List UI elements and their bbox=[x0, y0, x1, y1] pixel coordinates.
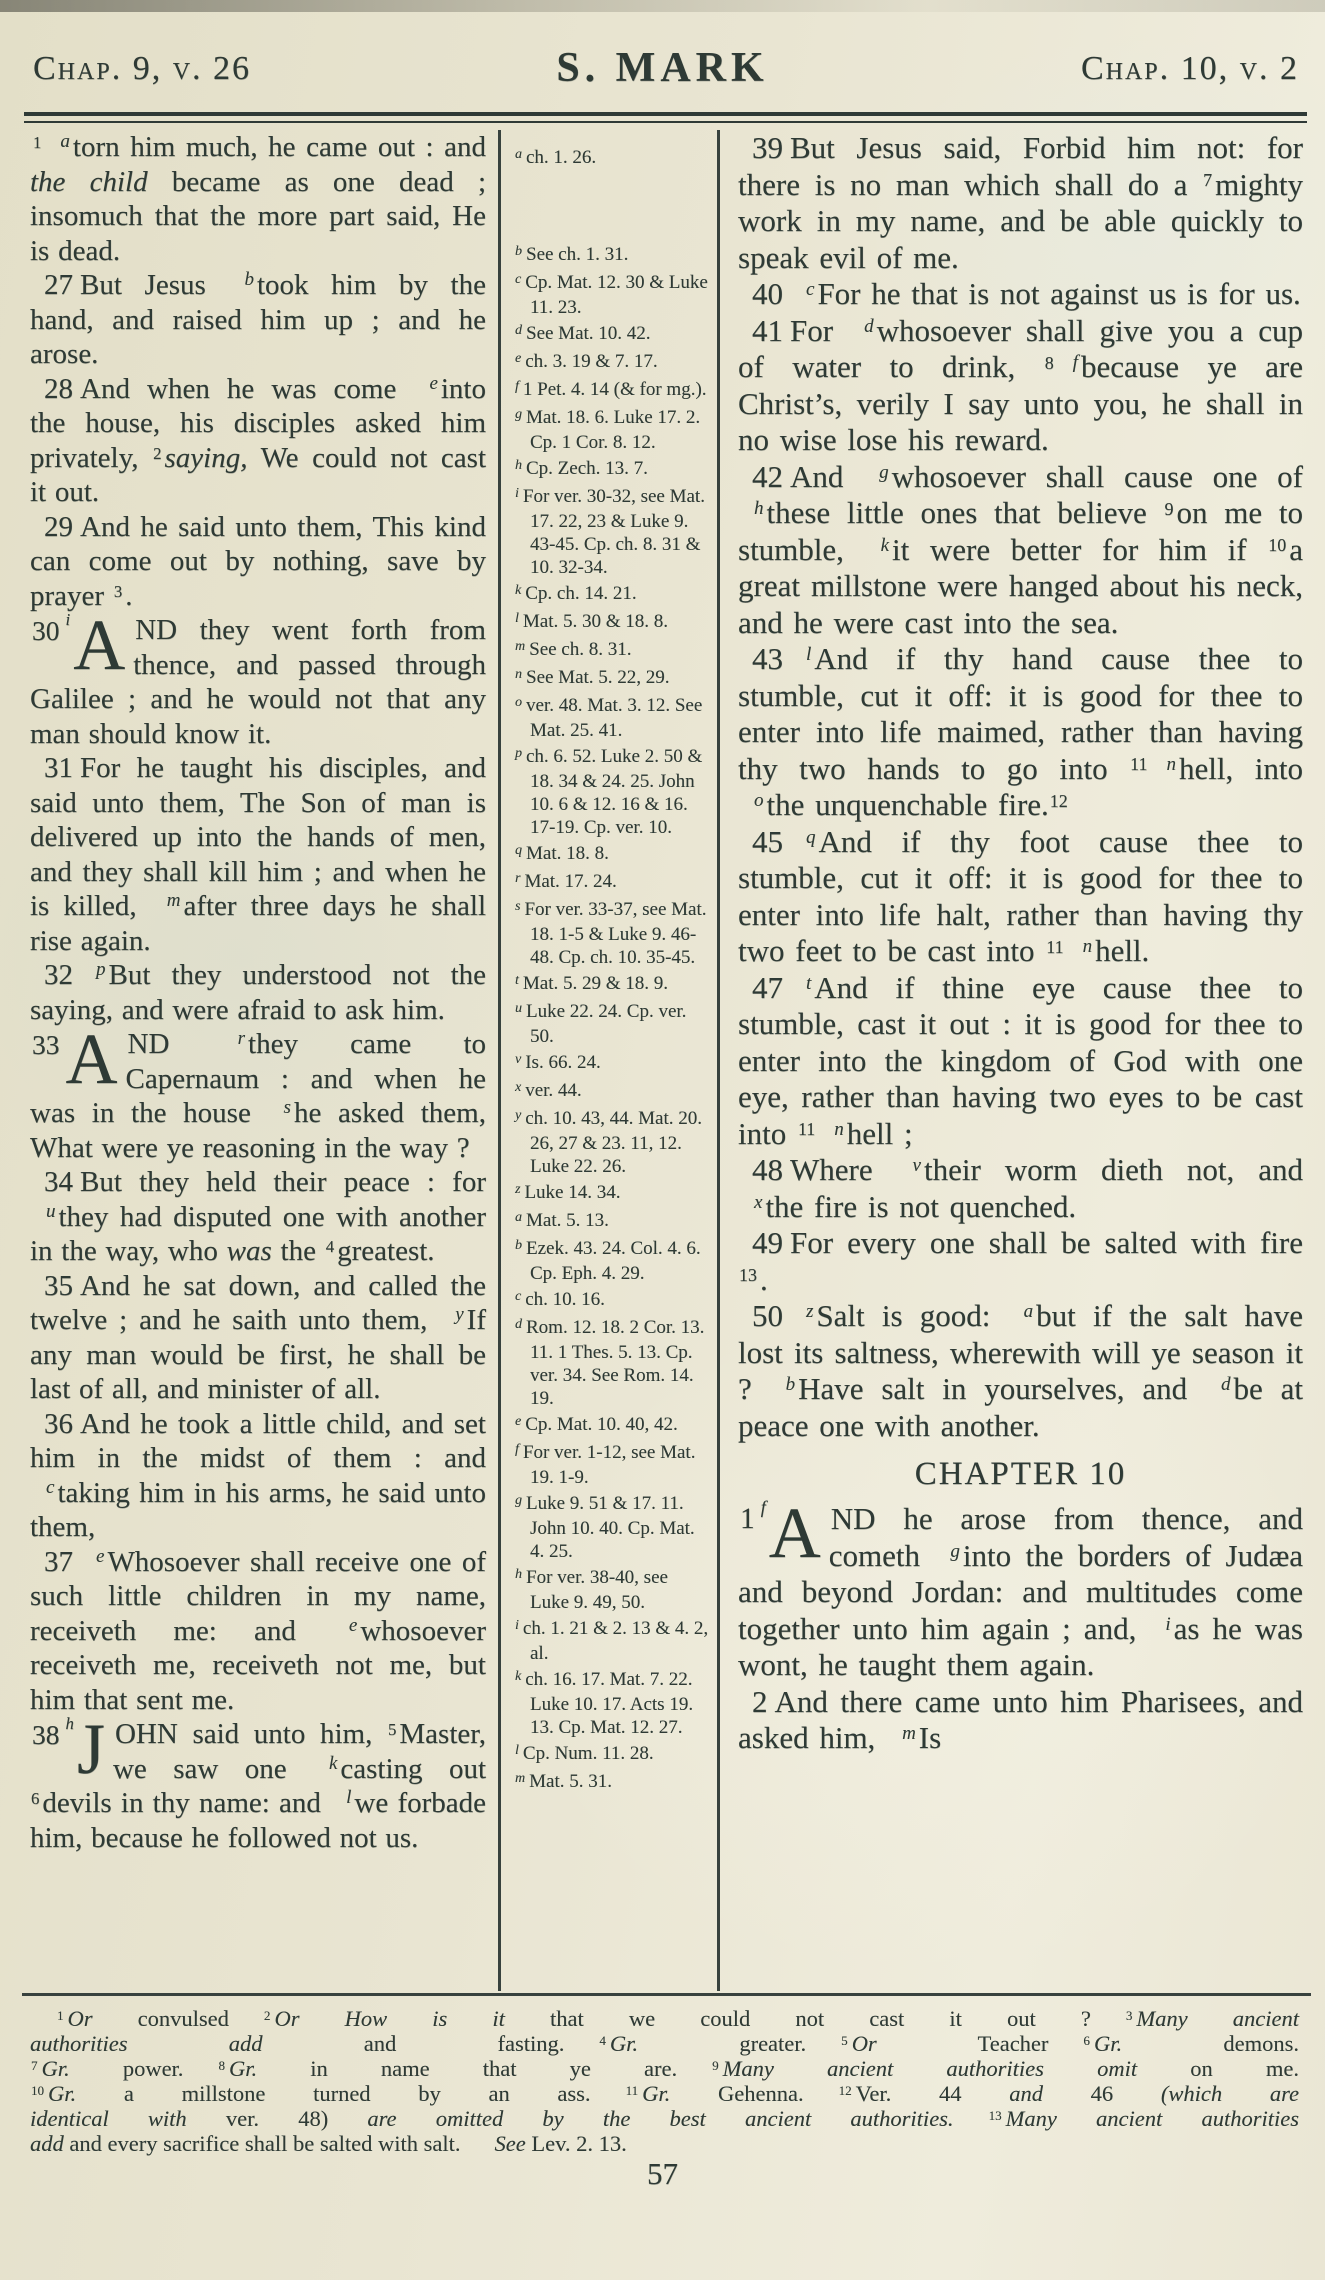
reference-marker: c bbox=[806, 279, 815, 301]
italic-text: Many ancient authorities bbox=[1005, 2106, 1299, 2131]
reference-marker: h bbox=[754, 498, 764, 520]
footnote-marker: 4 bbox=[599, 2033, 606, 2049]
reference-letter: a bbox=[515, 147, 522, 162]
cross-reference: $^n$ See Mat. 5. 22, 29. bbox=[515, 667, 670, 688]
verse-40: 40 $^c$For he that is not against us is for us. bbox=[752, 276, 1301, 311]
footnote-marker: 12 bbox=[1049, 790, 1068, 811]
cross-reference: $^v$ Is. 66. 24. bbox=[515, 1052, 601, 1073]
italic-text: Gr. bbox=[48, 2081, 77, 2106]
reference-marker: n bbox=[1166, 753, 1176, 775]
cross-reference: $^k$ ch. 16. 17. Mat. 7. 22. Luke 10. 17. Acts 19. 13. Cp. Mat. 12. 27. bbox=[515, 1669, 694, 1738]
reference-marker: e bbox=[96, 1545, 105, 1567]
cross-reference: $^p$ ch. 6. 52. Luke 2. 50 & 18. 34 & 24. 25. John 10. 6 & 12. 16 & 16. 17-19. Cp. ver. 10. bbox=[515, 746, 703, 838]
reference-marker: d bbox=[1221, 1374, 1231, 1396]
footnote-line: $^1$ Or convulsed $^2$ Or How is it that we could not cast it out ? $^3$ Many ancient bbox=[57, 2006, 1299, 2031]
verse-number: 34 bbox=[44, 1166, 73, 1198]
cross-references-column bbox=[498, 130, 720, 1991]
verse-number: 35 bbox=[44, 1269, 73, 1302]
cross-reference: $^x$ ver. 44. bbox=[515, 1080, 582, 1101]
cross-reference: $^d$ Rom. 12. 18. 2 Cor. 13. 11. 1 Thes. 5. 13. Cp. ver. 34. See Rom. 14. 19. bbox=[515, 1317, 705, 1409]
verse-number: 30 bbox=[32, 615, 60, 646]
reference-marker: g bbox=[950, 1540, 960, 1562]
reference-marker: b bbox=[785, 1374, 796, 1396]
footnote-marker: 11 bbox=[797, 1119, 816, 1140]
cross-reference: $^r$ Mat. 17. 24. bbox=[515, 871, 617, 892]
reference-marker: a bbox=[1023, 1301, 1034, 1323]
cross-reference: $^b$ See ch. 1. 31. bbox=[515, 244, 629, 265]
footnote-line: identical with ver. 48) are omitted by the best ancient authorities. $^{13}$ Many ancient authorities bbox=[30, 2106, 1299, 2131]
footnote-line: $^{10}$ Gr. a millstone turned by an ass. $^{11}$ Gr. Gehenna. $^{12}$ Ver. 44 and 46 (which are bbox=[31, 2081, 1300, 2106]
text-columns bbox=[30, 130, 1303, 1991]
footnote-marker: 3 bbox=[113, 581, 123, 601]
cross-reference: $^d$ See Mat. 10. 42. bbox=[515, 323, 651, 344]
reference-letter: h bbox=[515, 458, 522, 473]
reference-marker: f bbox=[1072, 352, 1078, 374]
footnote-marker: 1 bbox=[57, 2008, 64, 2024]
cross-reference: $^h$ For ver. 38-40, see Luke 9. 49, 50. bbox=[515, 1567, 668, 1613]
footnote-marker: 7 bbox=[1203, 170, 1213, 191]
italic-text: Many ancient authorities omit bbox=[722, 2056, 1138, 2081]
footnote-marker: 13 bbox=[988, 2108, 1002, 2124]
italic-text: Or bbox=[67, 2006, 93, 2031]
cross-reference: $^a$ Mat. 5. 13. bbox=[515, 1210, 609, 1231]
verse-number: 48 bbox=[752, 1152, 783, 1187]
footnote-line: add and every sacrifice shall be salted with salt. See Lev. 2. 13. bbox=[30, 2131, 627, 2156]
drop-cap-letter: J bbox=[76, 1709, 105, 1789]
drop-cap bbox=[30, 605, 126, 685]
verse-42: 42 And $^g$whosoever shall cause one of $^h$these little ones that believe $^9$on me to stumble, $^k$it were better for him if $^{10}$a great millstone were hanged about his neck, and he were cast into the sea. bbox=[738, 458, 1303, 640]
verse-39: 39 But Jesus said, Forbid him not: for there is no man which shall do a $^7$mighty work in my name, and be able quickly to speak evil of me. bbox=[738, 130, 1303, 275]
running-head-left: Chap. 9, v. 26 bbox=[33, 50, 252, 87]
cross-reference: $^s$ For ver. 33-37, see Mat. 18. 1-5 & Luke 9. 46-48. Cp. ch. 10. 35-45. bbox=[515, 899, 707, 968]
verse-43: 43 $^l$And if thy hand cause thee to stumble, cut it off: it is good for thee to enter into life maimed, rather than having thy two hands to go into $^{11}$ $^n$hell, into $^o$the unquenchable fire.$^{12}$ bbox=[738, 641, 1303, 822]
reference-letter: f bbox=[515, 379, 519, 394]
reference-letter: k bbox=[515, 1669, 522, 1684]
reference-letter: h bbox=[515, 1567, 522, 1582]
verse-50: 50 $^z$Salt is good: $^a$but if the salt have lost its saltness, wherewith will ye season it ? $^b$Have salt in yourselves, and $^d$be at peace one with another. bbox=[738, 1298, 1303, 1443]
verse-45: 45 $^q$And if thy foot cause thee to stumble, cut it off: it is good for thee to enter into life halt, rather than having thy two feet to be cast into $^{11}$ $^n$hell. bbox=[738, 823, 1303, 968]
footnote-marker: 13 bbox=[739, 1265, 757, 1286]
cross-reference: $^q$ Mat. 18. 8. bbox=[515, 843, 609, 864]
left-column bbox=[30, 130, 498, 1991]
verse-number: 43 bbox=[752, 641, 783, 676]
italic-text: Gr. bbox=[1093, 2031, 1123, 2056]
reference-letter: r bbox=[515, 871, 521, 886]
reference-marker: s bbox=[283, 1097, 291, 1119]
reference-marker: k bbox=[328, 1752, 338, 1774]
reference-marker: l bbox=[346, 1787, 352, 1809]
reference-marker: h bbox=[65, 1714, 74, 1733]
reference-marker: e bbox=[348, 1614, 358, 1636]
cross-reference: $^l$ Cp. Num. 11. 28. bbox=[515, 1743, 654, 1764]
reference-marker: u bbox=[46, 1200, 56, 1222]
cross-reference: $^f$ 1 Pet. 4. 14 (& for mg.). bbox=[515, 379, 707, 400]
verse-31: 31 For he taught his disciples, and said unto them, The Son of man is delivered up into the hands of men, and they shall kill him ; and when he is killed, $^m$ after three days he shall rise again. bbox=[30, 752, 487, 957]
italic-text: Many ancient bbox=[1136, 2006, 1299, 2031]
right-column bbox=[720, 130, 1303, 1991]
reference-letter: l bbox=[515, 611, 519, 626]
reference-letter: x bbox=[515, 1080, 522, 1095]
reference-marker: m bbox=[166, 890, 181, 912]
reference-letter: b bbox=[515, 244, 522, 259]
chapter-heading: CHAPTER 10 bbox=[914, 1456, 1127, 1492]
footnote-rule bbox=[22, 1993, 1311, 1996]
reference-letter: v bbox=[515, 1052, 522, 1067]
cross-reference: $^t$ Mat. 5. 29 & 18. 9. bbox=[515, 973, 669, 994]
footnote-marker: 11 bbox=[1130, 754, 1148, 775]
footnote-marker: 8 bbox=[218, 2058, 225, 2074]
cross-reference: $^e$ ch. 3. 19 & 7. 17. bbox=[515, 351, 658, 372]
reference-letter: n bbox=[515, 667, 522, 682]
footnote-line: $^7$ Gr. power. $^8$ Gr. in name that ye are. $^9$ Many ancient authorities omit on me. bbox=[31, 2056, 1299, 2081]
verse-number: 47 bbox=[752, 969, 783, 1005]
reference-letter: b bbox=[515, 1238, 522, 1253]
drop-cap-letter: A bbox=[65, 1019, 118, 1099]
verse-continuation: $^1$ $^a$ torn him much, he came out : and the child became as one dead ; insomuch that the more part said, He is dead. bbox=[30, 131, 487, 267]
reference-letter: f bbox=[515, 1442, 519, 1457]
reference-letter: z bbox=[515, 1182, 521, 1197]
verse-number: 32 bbox=[44, 959, 73, 991]
reference-marker: q bbox=[806, 826, 816, 848]
italic-text: Or How is it bbox=[274, 2006, 505, 2031]
verse-number: 27 bbox=[44, 269, 73, 301]
reference-letter: m bbox=[515, 639, 526, 654]
reference-letter: g bbox=[515, 407, 522, 422]
verse-30: 30 $^i$A ND they went forth from thence, and passed through Galilee ; and he would not that any man should know it. bbox=[30, 605, 486, 750]
footnote-marker: 9 bbox=[1164, 498, 1174, 519]
reference-marker: t bbox=[806, 972, 812, 994]
verse-36: 36 And he took a little child, and set him in the midst of them : and $^c$ taking him in his arms, he said unto them, bbox=[30, 1407, 486, 1543]
footnote-marker: 12 bbox=[838, 2083, 852, 2099]
reference-letter: d bbox=[515, 1317, 522, 1332]
footnote-marker: 5 bbox=[387, 1720, 397, 1740]
verse-number: 33 bbox=[32, 1029, 60, 1060]
verse-35: 35 And he sat down, and called the twelve ; and he saith unto them, $^y$ If any man would be first, he shall be last of all, and minister of all. bbox=[30, 1269, 486, 1405]
cross-reference: $^y$ ch. 10. 43, 44. Mat. 20. 26, 27 & 23. 11, 12. Luke 22. 26. bbox=[515, 1108, 703, 1177]
reference-marker: e bbox=[429, 372, 438, 394]
reference-marker: k bbox=[880, 534, 890, 556]
reference-marker: y bbox=[455, 1304, 464, 1326]
footnote-line: authorities add and fasting. $^4$ Gr. greater. $^5$ Or Teacher $^6$ Gr. demons. bbox=[30, 2031, 1299, 2056]
verse-number: 31 bbox=[44, 752, 73, 784]
verse-number: 2 bbox=[752, 1683, 768, 1719]
footnote-marker: 11 bbox=[1046, 936, 1064, 957]
cross-reference: $^u$ Luke 22. 24. Cp. ver. 50. bbox=[515, 1001, 687, 1047]
italic-text: (which are bbox=[1160, 2081, 1300, 2106]
verse-34: 34 But they held their peace : for $^u$ they had disputed one with another in the way, who was the $^4$ greatest. bbox=[30, 1166, 486, 1267]
italic-text: the child bbox=[30, 165, 148, 198]
footnote-marker: 11 bbox=[625, 2083, 639, 2099]
reference-letter: a bbox=[515, 1210, 522, 1225]
cross-reference: $^i$ ch. 1. 21 & 2. 13 & 4. 2, al. bbox=[515, 1618, 709, 1664]
verse-1: 1 $^f$A ND he arose from thence, and cometh $^g$into the borders of Judæa and beyond Jordan: and multitudes come together unto him again ; and, $^i$as he was wont, he taught them again. bbox=[738, 1493, 1304, 1682]
reference-marker: m bbox=[902, 1723, 916, 1745]
verse-number: 40 bbox=[752, 276, 783, 311]
verse-number: 42 bbox=[752, 458, 783, 494]
reference-letter: i bbox=[515, 1618, 519, 1633]
cross-reference: $^c$ Cp. Mat. 12. 30 & Luke 11. 23. bbox=[515, 272, 708, 318]
reference-letter: m bbox=[515, 1771, 526, 1786]
reference-marker: i bbox=[1165, 1613, 1171, 1635]
reference-marker: p bbox=[96, 959, 106, 981]
reference-letter: y bbox=[515, 1108, 522, 1123]
cross-reference: $^g$ Mat. 18. 6. Luke 17. 2. Cp. 1 Cor. 8. 12. bbox=[515, 407, 701, 453]
reference-marker: v bbox=[912, 1155, 921, 1177]
cross-reference: $^k$ Cp. ch. 14. 21. bbox=[515, 583, 637, 604]
drop-cap bbox=[30, 1709, 105, 1789]
verse-number: 36 bbox=[44, 1407, 73, 1440]
reference-letter: e bbox=[515, 351, 522, 366]
footnote-marker: 9 bbox=[712, 2058, 719, 2074]
reference-marker: n bbox=[1082, 936, 1093, 958]
cross-reference: $^a$ ch. 1. 26. bbox=[515, 147, 597, 168]
italic-text: are omitted by the best ancient authorities. bbox=[367, 2106, 954, 2131]
reference-letter: k bbox=[515, 583, 522, 598]
italic-text: See bbox=[494, 2131, 526, 2156]
verse-49: 49 For every one shall be salted with fire $^{13}$. bbox=[739, 1225, 1303, 1297]
cross-reference: $^g$ Luke 9. 51 & 17. 11. John 10. 40. Cp. Mat. 4. 25. bbox=[515, 1493, 695, 1562]
drop-cap-letter: A bbox=[73, 605, 126, 685]
reference-letter: u bbox=[515, 1001, 522, 1016]
cross-reference: $^e$ Cp. Mat. 10. 40, 42. bbox=[515, 1414, 678, 1435]
verse-47: 47 $^t$And if thine eye cause thee to stumble, cast it out : it is good for thee to enter into the kingdom of God with one eye, rather than having two eyes to be cast into $^{11}$ $^n$hell ; bbox=[738, 969, 1303, 1151]
verse-number: 49 bbox=[752, 1225, 783, 1260]
footnote-marker: 7 bbox=[31, 2058, 38, 2074]
italic-text: Gr. bbox=[228, 2056, 258, 2081]
footnote-marker: 10 bbox=[1268, 535, 1287, 556]
verse-number: 50 bbox=[752, 1298, 783, 1333]
cross-reference: $^c$ ch. 10. 16. bbox=[515, 1289, 605, 1310]
reference-letter: q bbox=[515, 843, 522, 858]
reference-letter: t bbox=[515, 973, 519, 988]
reference-marker: r bbox=[237, 1028, 246, 1050]
reference-marker: b bbox=[244, 269, 254, 291]
italic-text: Gr. bbox=[609, 2031, 639, 2056]
reference-letter: o bbox=[515, 695, 522, 710]
footnote-marker: 1 bbox=[33, 133, 42, 153]
running-head-right: Chap. 10, v. 2 bbox=[1080, 50, 1299, 87]
verse-27: 27 But Jesus $^b$ took him by the hand, and raised him up ; and he arose. bbox=[30, 269, 486, 370]
italic-text: authorities add bbox=[30, 2031, 263, 2056]
reference-marker: i bbox=[65, 610, 71, 629]
footnote-marker: 4 bbox=[325, 1237, 335, 1257]
page-number: 57 bbox=[647, 2156, 678, 2191]
cross-reference: $^f$ For ver. 1-12, see Mat. 19. 1-9. bbox=[515, 1442, 696, 1488]
reference-letter: s bbox=[515, 899, 521, 914]
italic-text: Or bbox=[851, 2031, 877, 2056]
reference-letter: g bbox=[515, 1493, 522, 1508]
footnote-marker: 6 bbox=[1083, 2033, 1090, 2049]
verse-number: 1 bbox=[740, 1503, 755, 1535]
cross-reference: $^z$ Luke 14. 34. bbox=[515, 1182, 621, 1203]
reference-marker: a bbox=[60, 131, 70, 153]
cross-reference: $^l$ Mat. 5. 30 & 18. 8. bbox=[515, 611, 669, 632]
reference-letter: i bbox=[515, 486, 519, 501]
footnote-marker: 10 bbox=[31, 2083, 45, 2099]
cross-reference: $^o$ ver. 48. Mat. 3. 12. See Mat. 25. 41. bbox=[515, 695, 703, 741]
italic-text: identical with bbox=[30, 2106, 187, 2131]
scan-edge-artifact bbox=[0, 0, 1325, 12]
italic-text: and bbox=[1009, 2081, 1043, 2106]
drop-cap-letter: A bbox=[768, 1493, 821, 1573]
italic-text: Gr. bbox=[41, 2056, 70, 2081]
reference-letter: d bbox=[515, 323, 522, 338]
header-rule bbox=[24, 112, 1307, 123]
verse-number: 39 bbox=[752, 130, 783, 165]
footnote-marker: 3 bbox=[1125, 2008, 1133, 2024]
verse-37: 37 $^e$ Whosoever shall receive one of such little children in my name, receiveth me: and $^e$ whosoever receiveth me, receiveth not me, but him that sent me. bbox=[30, 1545, 486, 1716]
verse-28: 28 And when he was come $^e$ into the house, his disciples asked him privately, $^2$ saying, We could not cast it out. bbox=[30, 372, 486, 508]
drop-cap bbox=[738, 1493, 821, 1573]
reference-letter: l bbox=[515, 1743, 519, 1758]
reference-marker: d bbox=[864, 315, 874, 337]
reference-marker: n bbox=[834, 1118, 844, 1140]
reference-marker: z bbox=[806, 1301, 814, 1323]
verse-29: 29 And he said unto them, This kind can come out by nothing, save by prayer $^3$ . bbox=[30, 510, 486, 612]
reference-marker: l bbox=[806, 644, 812, 666]
reference-letter: c bbox=[515, 272, 522, 287]
footnote-marker: 6 bbox=[31, 1789, 40, 1809]
reference-marker: o bbox=[754, 790, 764, 812]
reference-marker: c bbox=[46, 1476, 55, 1498]
verse-number: 38 bbox=[32, 1719, 60, 1750]
italic-text: add bbox=[30, 2131, 64, 2156]
reference-letter: p bbox=[515, 746, 522, 761]
reference-marker: x bbox=[754, 1191, 763, 1213]
verse-number: 29 bbox=[44, 510, 73, 543]
verse-number: 41 bbox=[752, 312, 783, 348]
verse-48: 48 Where $^v$their worm dieth not, and $^x$the fire is not quenched. bbox=[738, 1152, 1303, 1225]
verse-number: 37 bbox=[44, 1545, 73, 1578]
drop-cap bbox=[30, 1019, 118, 1099]
footnote-marker: 2 bbox=[263, 2008, 271, 2024]
cross-reference: $^m$ Mat. 5. 31. bbox=[515, 1771, 612, 1792]
reference-letter: c bbox=[515, 1289, 522, 1304]
footnote-marker: 5 bbox=[841, 2033, 848, 2049]
cross-reference: $^b$ Ezek. 43. 24. Col. 4. 6. Cp. Eph. 4. 29. bbox=[515, 1238, 701, 1284]
verse-33: 33A ND $^r$ they came to Capernaum : and when he was in the house $^s$ he asked them, What were ye reasoning in the way ? bbox=[30, 1019, 486, 1164]
verse-2: 2 And there came unto him Pharisees, and asked him, $^m$Is bbox=[738, 1683, 1303, 1755]
verse-number: 28 bbox=[44, 372, 73, 405]
reference-letter: e bbox=[515, 1414, 522, 1429]
cross-reference: $^m$ See ch. 8. 31. bbox=[515, 639, 632, 660]
running-head-title: S. MARK bbox=[556, 45, 769, 91]
cross-reference: $^i$ For ver. 30-32, see Mat. 17. 22, 23 & Luke 9. 43-45. Cp. ch. 8. 31 & 10. 32-34. bbox=[515, 486, 705, 578]
footnote-marker: 8 bbox=[1044, 352, 1054, 373]
footnotes-block bbox=[30, 2006, 1299, 2156]
italic-text: saying, bbox=[164, 441, 248, 474]
italic-text: was bbox=[226, 1235, 272, 1267]
verse-32: 32 $^p$ But they understood not the saying, and were afraid to ask him. bbox=[30, 959, 486, 1026]
footnote-marker: 2 bbox=[153, 443, 162, 463]
reference-marker: f bbox=[760, 1497, 766, 1517]
italic-text: Gr. bbox=[642, 2081, 671, 2106]
verse-number: 45 bbox=[752, 823, 783, 859]
reference-marker: g bbox=[879, 461, 889, 483]
verse-41: 41 For $^d$whosoever shall give you a cup of water to drink, $^8$ $^f$because ye are Christ’s, verily I say unto you, he shall in no wise lose his reward. bbox=[738, 312, 1304, 457]
verse-38: 38 $^h$J OHN said unto him, $^5$ Master, we saw one $^k$ casting out $^6$ devils in thy name: and $^l$ we forbade him, because he followed not us. bbox=[30, 1709, 487, 1854]
cross-reference: $^h$ Cp. Zech. 13. 7. bbox=[515, 458, 648, 479]
